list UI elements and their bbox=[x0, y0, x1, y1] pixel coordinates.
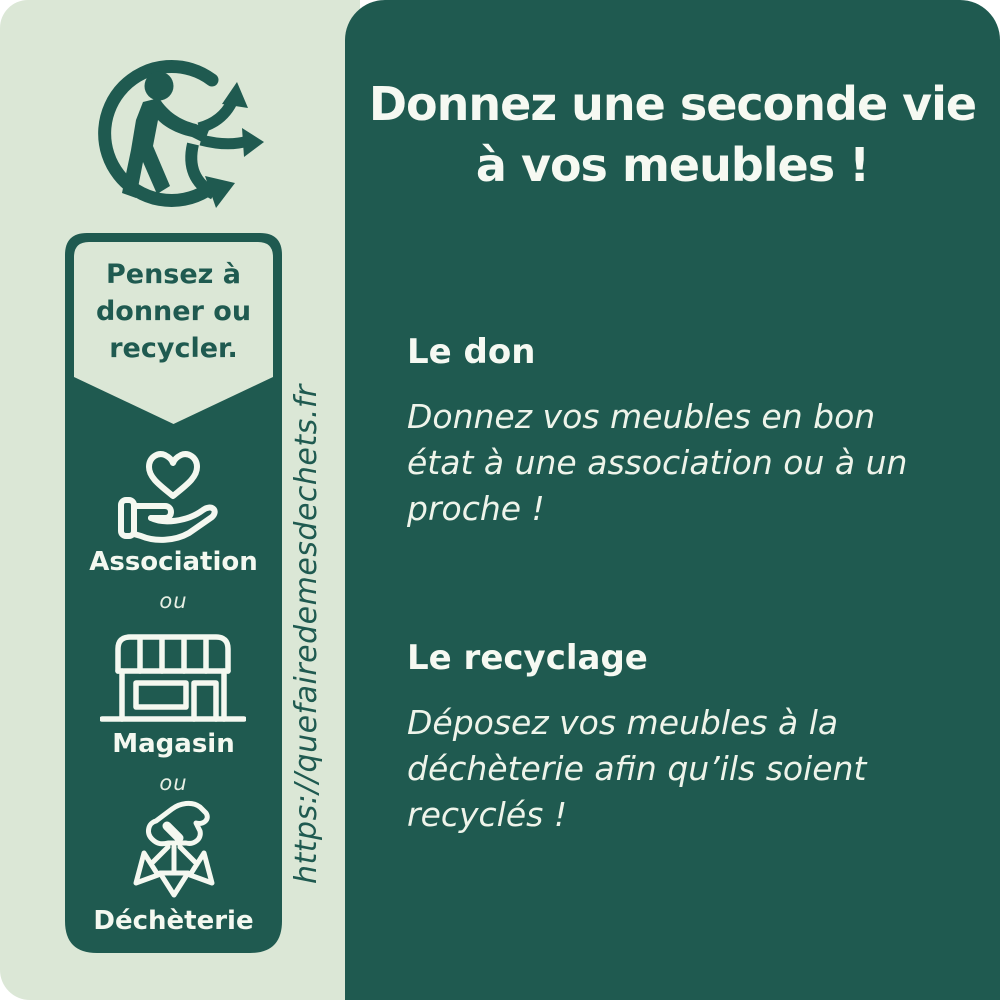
page-title bbox=[345, 74, 1000, 196]
separator-ou: ou bbox=[159, 589, 188, 613]
heart-in-hand-icon bbox=[115, 444, 231, 546]
section-body-line: déchèterie afin qu’ils soient bbox=[407, 749, 867, 788]
section-body-le-don bbox=[407, 394, 987, 532]
option-label-association: Association bbox=[89, 547, 258, 577]
website-url: https://quefairedemesdechets.fr bbox=[289, 384, 324, 884]
separator-ou: ou bbox=[159, 771, 188, 795]
section-body-line: Déposez vos meubles à la bbox=[407, 703, 839, 742]
section-heading-le-recyclage: Le recyclage bbox=[407, 638, 648, 678]
section-body-line: état à une association ou à un bbox=[407, 443, 908, 482]
waste-drop-off-icon bbox=[122, 799, 226, 901]
section-body-line: recyclés ! bbox=[407, 795, 568, 834]
page-title-line: à vos meubles ! bbox=[475, 138, 870, 192]
section-heading-le-don: Le don bbox=[407, 332, 536, 372]
ribbon-caption-line: Pensez à bbox=[105, 259, 242, 290]
option-label-decheterie: Déchèterie bbox=[93, 906, 254, 936]
triman-recycling-logo-icon bbox=[96, 50, 268, 218]
ribbon-caption bbox=[65, 256, 282, 367]
section-body-line: Donnez vos meubles en bon bbox=[407, 397, 876, 436]
storefront-icon bbox=[100, 629, 246, 724]
section-body-le-recyclage bbox=[407, 700, 987, 838]
ribbon-caption-line: recycler. bbox=[109, 333, 238, 364]
ribbon-caption-line: donner ou bbox=[95, 296, 252, 327]
section-body-line: proche ! bbox=[407, 489, 545, 528]
page-title-line: Donnez une seconde vie bbox=[368, 77, 977, 131]
option-label-magasin: Magasin bbox=[112, 729, 235, 759]
